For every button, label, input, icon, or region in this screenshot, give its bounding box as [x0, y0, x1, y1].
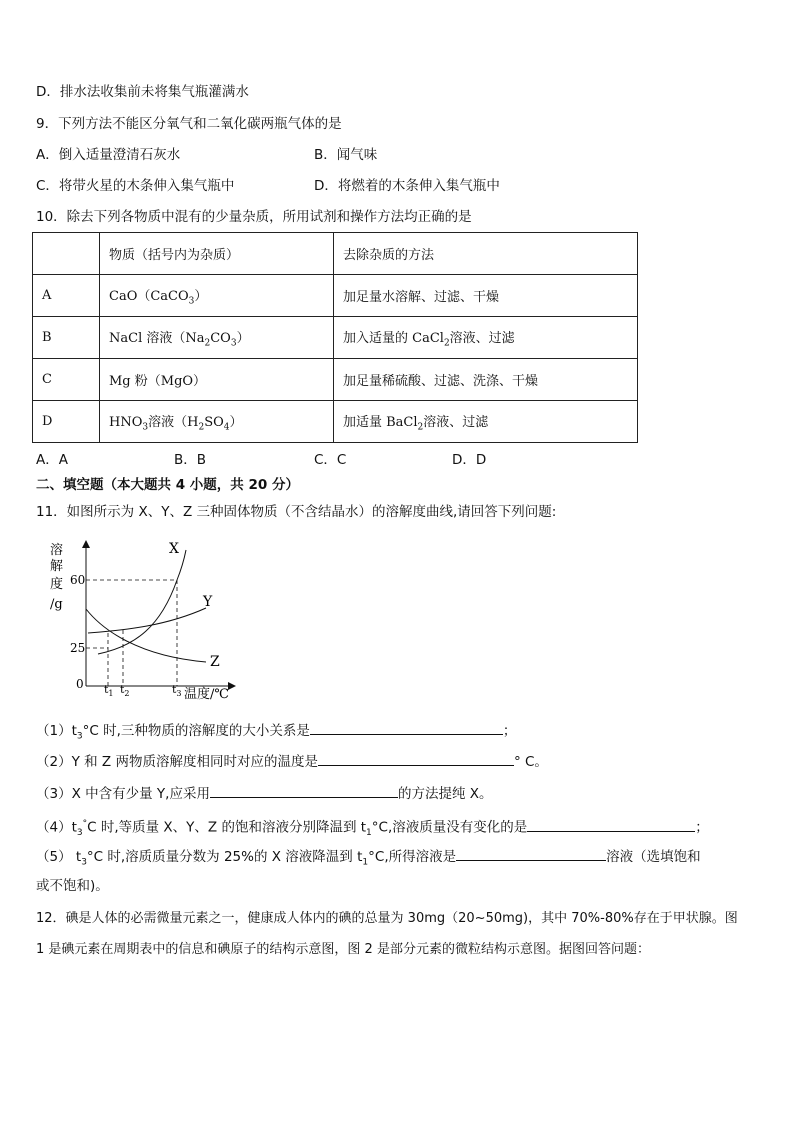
xtick-t3: $t_3$ [172, 683, 182, 698]
table-header-cell: 去除杂质的方法 [334, 233, 638, 275]
row-label: D [33, 401, 100, 443]
series-label-x: X [169, 541, 179, 557]
answer-blank[interactable] [456, 846, 606, 861]
q9-option-a: A．倒入适量澄清石灰水 [36, 147, 181, 163]
q11-stem: 11．如图所示为 X、Y、Z 三种固体物质（不含结晶水）的溶解度曲线,请回答下列问题: [36, 504, 557, 520]
table-header-cell [33, 233, 100, 275]
table-row [33, 317, 638, 359]
q12-line2: 1 是碘元素在周期表中的信息和碘原子的结构示意图，图 2 是部分元素的微粒结构示意图。据图回答问题： [36, 942, 650, 957]
row-label: C [33, 359, 100, 401]
q11-sub1: $(1)t_3^\circ C$ 时,三种物质的溶解度的大小关系是 ； [36, 720, 516, 747]
ylabel-char: /g [50, 597, 63, 612]
table-header-row [33, 233, 638, 275]
substance-cell: Mg 粉（MgO） [100, 359, 334, 401]
method-cell: 加足量稀硫酸、过滤、洗涤、干燥 [334, 359, 638, 401]
series-label-z: Z [210, 654, 220, 670]
q9-stem: 9．下列方法不能区分氧气和二氧化碳两瓶气体的是 [36, 116, 342, 132]
ytick-25: 25 [70, 641, 86, 655]
answer-blank[interactable] [310, 720, 503, 735]
q10-stem: 10．除去下列各物质中混有的少量杂质，所用试剂和操作方法均正确的是 [36, 209, 472, 225]
q10-table [32, 232, 638, 443]
method-cell: 加入适量的 CaCl$_2$溶液、过滤 [334, 317, 638, 359]
q10-answer-c: C．C [314, 452, 347, 468]
substance-cell: CaO（CaCO$_3$） [100, 275, 334, 317]
q11-sub5-line2: 或不饱和)。 [36, 878, 109, 894]
table-row [33, 275, 638, 317]
q10-answer-a: A．A [36, 452, 68, 468]
series-label-y: Y [203, 594, 213, 610]
q8-option-d: D．排水法收集前未将集气瓶灌满水 [36, 84, 249, 100]
ytick-60: 60 [70, 573, 86, 587]
row-label: A [33, 275, 100, 317]
q11-sub4: $(4)t_3^\circ C$ 时,等质量 X、Y、Z 的饱和溶液分别降温到 $t_1^\circ C$,溶液质量没有变化的是 ； [36, 814, 709, 843]
origin-label: 0 [76, 677, 84, 691]
answer-blank[interactable] [527, 817, 695, 832]
xtick-t2: $t_2$ [120, 683, 130, 698]
ylabel-char: 度 [50, 577, 64, 592]
q9-option-d: D．将燃着的木条伸入集气瓶中 [314, 178, 500, 194]
table-row [33, 359, 638, 401]
curve-y [88, 608, 206, 633]
section-title: 二、填空题（本大题共 4 小题，共 20 分） [36, 477, 299, 493]
substance-cell: NaCl 溶液$(Na_2CO_3)$ [100, 317, 334, 359]
curve-z [86, 609, 206, 662]
q9-option-c: C．将带火星的木条伸入集气瓶中 [36, 178, 235, 194]
curve-x [98, 550, 186, 654]
answer-blank[interactable] [210, 783, 398, 798]
method-cell: 加适量 BaCl$_2$溶液、过滤 [334, 401, 638, 443]
ylabel-char: 解 [50, 559, 64, 574]
xlabel: 温度/℃ [184, 687, 229, 702]
q11-sub2: （2）Y 和 Z 两物质溶解度相同时对应的温度是 ° C。 [36, 751, 548, 772]
row-label: B [33, 317, 100, 359]
table-header-cell: 物质（括号内为杂质） [100, 233, 334, 275]
ylabel-char: 溶 [50, 543, 64, 558]
substance-cell: $HNO_3$溶液$(H_2SO_4)$ [100, 401, 334, 443]
solubility-chart [36, 536, 256, 706]
q10-answer-b: B．B [174, 452, 207, 468]
q12-line1: 12．碘是人体的必需微量元素之一，健康成人体内的碘的总量为 30mg（20~50mg)，其中 70%-80%存在于甲状腺。图 [36, 911, 738, 926]
q11-sub5: （5） $t_3^\circ C$ 时,溶质质量分数为 25%的 X 溶液降温到 $t_1^\circ C$,所得溶液是 溶液（选填饱和 [36, 846, 701, 873]
table-row [33, 401, 638, 443]
method-cell: 加足量水溶解、过滤、干燥 [334, 275, 638, 317]
xtick-t1: $t_1$ [104, 683, 114, 698]
q11-sub3: （3）X 中含有少量 Y,应采用 的方法提纯 X。 [36, 783, 493, 804]
q9-option-b: B．闻气味 [314, 147, 378, 163]
q10-answer-d: D．D [452, 452, 487, 468]
answer-blank[interactable] [318, 751, 514, 766]
